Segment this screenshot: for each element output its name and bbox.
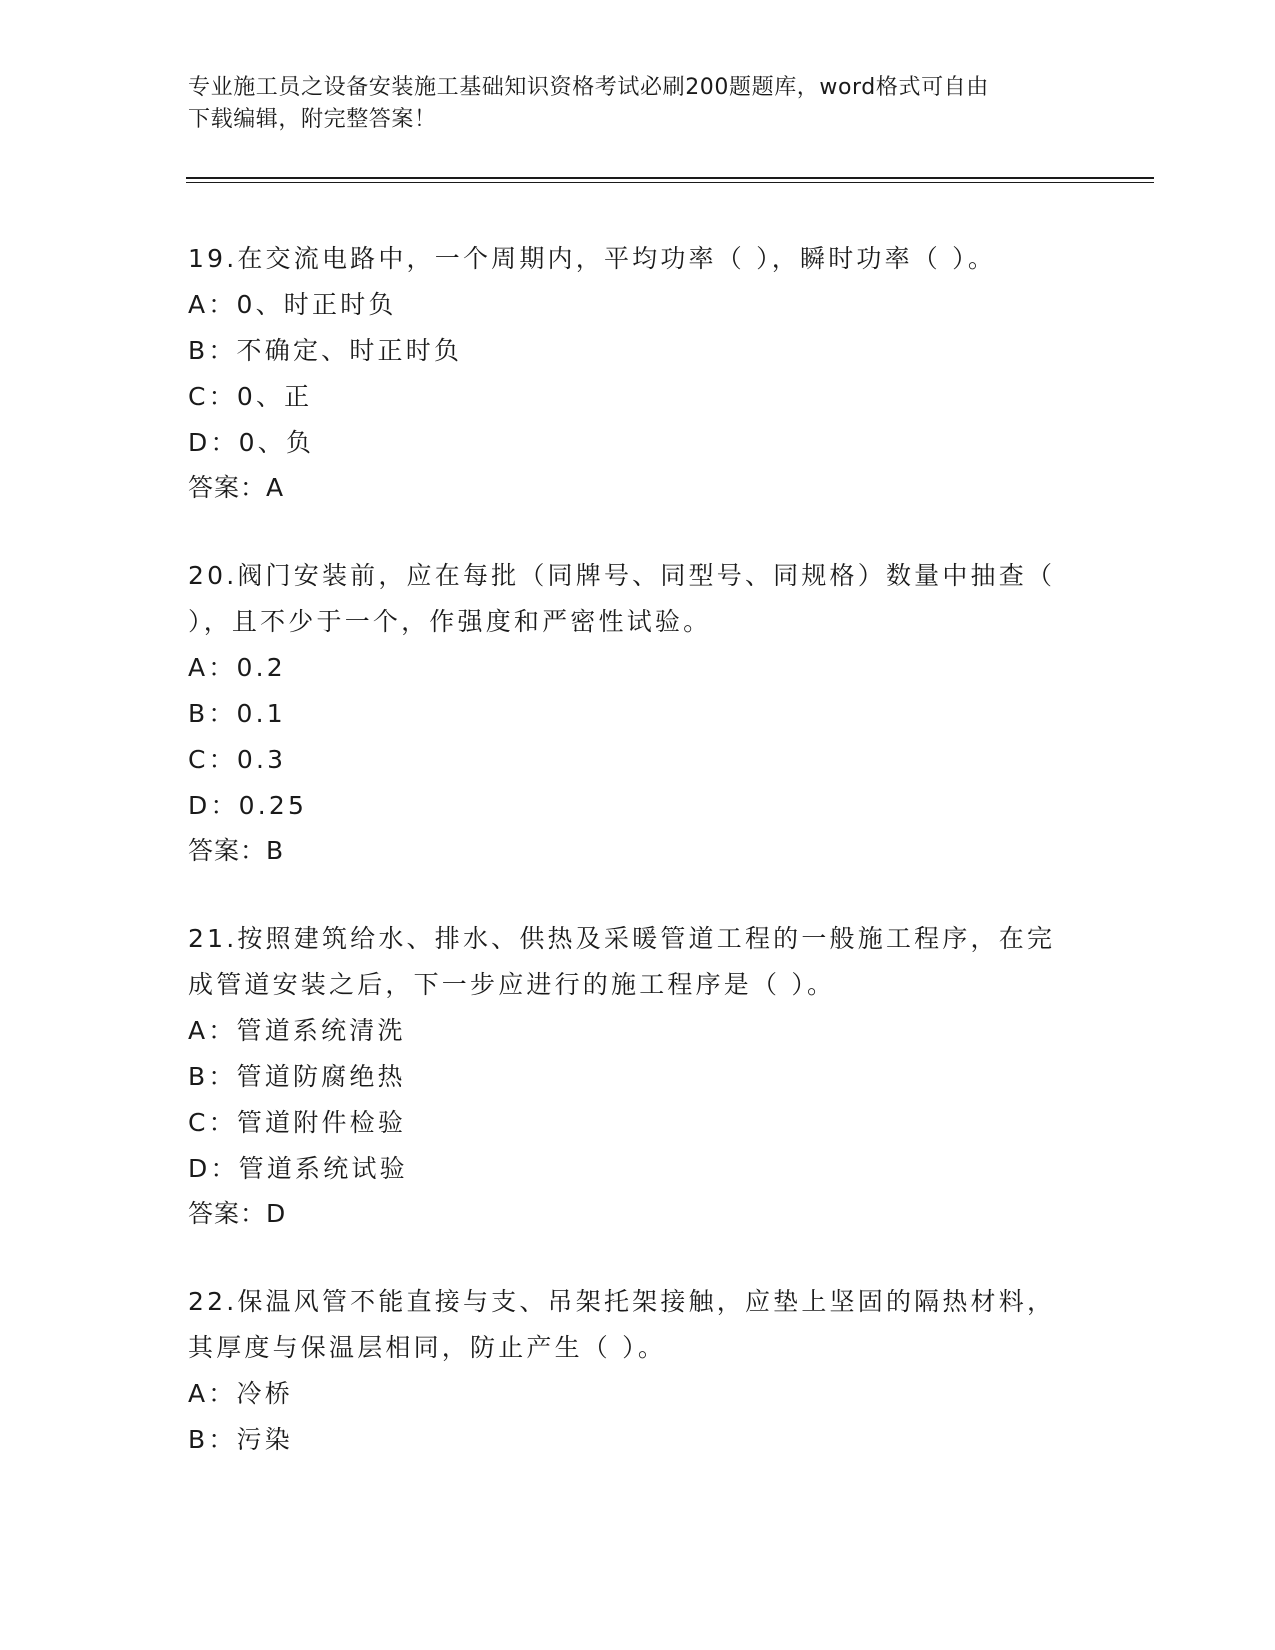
question-19 bbox=[188, 236, 1088, 510]
question-list bbox=[188, 236, 1088, 1506]
option-c: C：0、正 bbox=[188, 382, 313, 411]
question-stem-line-1: 22.保温风管不能直接与支、吊架托架接触，应垫上坚固的隔热材料， bbox=[188, 1287, 1056, 1316]
question-stem-line-2: ），且不少于一个，作强度和严密性试验。 bbox=[188, 607, 712, 636]
question-22 bbox=[188, 1279, 1088, 1463]
option-a: A：管道系统清洗 bbox=[188, 1016, 406, 1045]
option-b: B：污染 bbox=[188, 1425, 293, 1454]
question-stem-line-2: 其厚度与保温层相同，防止产生（ ）。 bbox=[188, 1333, 667, 1362]
answer-label: 答案：B bbox=[188, 836, 285, 865]
answer-label: 答案：D bbox=[188, 1199, 287, 1228]
answer-label: 答案：A bbox=[188, 473, 285, 502]
option-d: D：管道系统试验 bbox=[188, 1154, 408, 1183]
question-21 bbox=[188, 916, 1088, 1236]
header-divider-thin bbox=[186, 182, 1154, 183]
option-a: A：0.2 bbox=[188, 653, 286, 682]
document-header bbox=[188, 72, 1088, 136]
question-stem: 19.在交流电路中，一个周期内，平均功率（ ），瞬时功率（ ）。 bbox=[188, 244, 997, 273]
option-c: C：管道附件检验 bbox=[188, 1108, 407, 1137]
header-divider-thick bbox=[186, 177, 1154, 179]
question-20 bbox=[188, 553, 1088, 873]
option-a: A：0、时正时负 bbox=[188, 290, 397, 319]
question-stem-line-2: 成管道安装之后，下一步应进行的施工程序是（ ）。 bbox=[188, 970, 836, 999]
header-line-1: 专业施工员之设备安装施工基础知识资格考试必刷200题题库，word格式可自由 bbox=[188, 75, 989, 100]
option-c: C：0.3 bbox=[188, 745, 287, 774]
option-a: A：冷桥 bbox=[188, 1379, 293, 1408]
option-b: B：管道防腐绝热 bbox=[188, 1062, 406, 1091]
question-stem-line-1: 21.按照建筑给水、排水、供热及采暖管道工程的一般施工程序，在完 bbox=[188, 924, 1056, 953]
option-d: D：0、负 bbox=[188, 428, 315, 457]
question-stem-line-1: 20.阀门安装前，应在每批（同牌号、同型号、同规格）数量中抽查（ bbox=[188, 561, 1056, 590]
option-b: B：0.1 bbox=[188, 699, 286, 728]
option-d: D：0.25 bbox=[188, 791, 308, 820]
option-b: B：不确定、时正时负 bbox=[188, 336, 463, 365]
header-line-2: 下载编辑，附完整答案！ bbox=[188, 107, 437, 132]
